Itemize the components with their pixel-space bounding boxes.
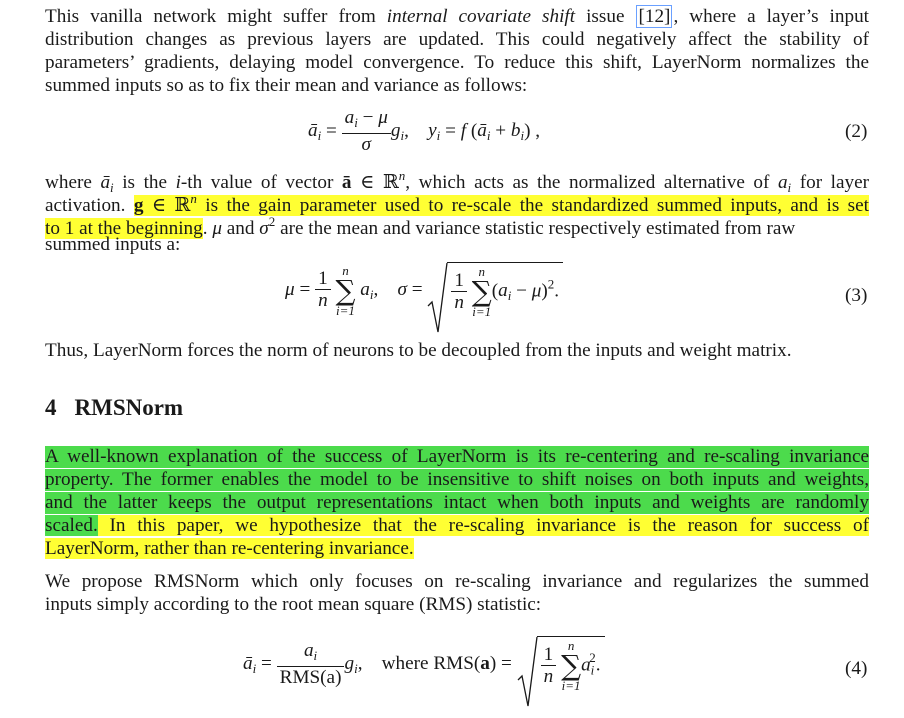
para1-line4: summed inputs so as to fix their mean and variance as follows: — [45, 75, 528, 96]
highlight-yellow: to 1 at the beginning — [45, 218, 203, 239]
para1-line3: parameters’ gradients, delaying model convergence. To reduce this shift, LayerNorm normalizes the — [45, 52, 869, 73]
text: and — [221, 218, 260, 239]
equation-number: (2) — [845, 121, 868, 142]
equation-number: (3) — [845, 285, 868, 306]
rms-denominator: RMS(a) — [279, 666, 342, 688]
text: , which acts as the normalized alternative of — [405, 172, 778, 193]
para4-line5 — [45, 538, 869, 560]
equation-4: $ā_i$ = $\frac{a_i}{\text{RMS(a)}}$ $g_i$, where RMS(a) = $\frac{1}{n}$ n ∑ i=1 $a_i^2$. — [243, 636, 605, 693]
section-title: RMSNorm — [74, 395, 184, 420]
highlight-yellow: In this paper, we hypothesize that the re-scaling invariance is the reason for success of — [97, 515, 869, 536]
text: . — [202, 218, 213, 239]
equation-3: μ = $\frac{1}{n}$ n ∑ i=1 $a_i$, σ = $\frac{1}{n}$ n ∑ i=1 $(a_i - \mu)^2$. — [285, 262, 563, 319]
para4-line2 — [45, 469, 869, 491]
para4-line4 — [45, 515, 869, 537]
para4-line1 — [45, 446, 869, 468]
text: for layer — [791, 172, 869, 193]
emphasis-term: internal covariate shift — [386, 6, 576, 27]
para2-line1: where $ā_i$ is the i-th value of vector ā ∈ ℝ$^n$, which acts as the normalized alternative of $a_i$ for layer — [45, 168, 869, 195]
citation-link[interactable]: [12] — [638, 6, 671, 27]
para5-line1: We propose RMSNorm which only focuses on re-scaling invariance and regularizes the summed — [45, 571, 869, 592]
text: This vanilla network might suffer from — [45, 6, 387, 27]
highlight-yellow: LayerNorm, rather than re-centering invariance. — [45, 538, 414, 559]
highlight-green: and the latter keeps the output representations intact when both inputs and weights are randomly — [45, 492, 869, 513]
para2-line3: to 1 at the beginning. μ and $\sigma^2$ are the mean and variance statistic respectively estimated from raw — [45, 214, 796, 239]
sqrt-sign: $\frac{1}{n}$ n ∑ i=1 $(a_i - \mu)^2$. — [427, 262, 563, 319]
equation-2: $ā_i$ = $\frac{a_i - \mu}{\sigma}$ $g_i$, $y_i = f$ $(ā_i + b_i)$ , — [308, 107, 541, 155]
section-heading — [45, 394, 183, 422]
equation-number: (4) — [845, 658, 868, 679]
highlight-green: property. The former enables the model to be insensitive to shift noises on both inputs and weights, — [45, 469, 869, 490]
para1-line2: distribution changes as previous layers are updated. This could negatively affect the stability of — [45, 29, 869, 50]
para3: Thus, LayerNorm forces the norm of neurons to be decoupled from the inputs and weight matrix. — [45, 340, 792, 361]
section-number: 4 — [45, 395, 57, 420]
text: is the — [113, 172, 176, 193]
para1-line1 — [45, 6, 869, 28]
text: -th value of vector — [180, 172, 342, 193]
highlight-green: A well-known explanation of the success of LayerNorm is its re-centering and re-scaling invariance — [45, 446, 869, 467]
para2-line4: summed inputs a: — [45, 234, 181, 255]
para5-line2: inputs simply according to the root mean square (RMS) statistic: — [45, 594, 542, 615]
text: where — [45, 172, 101, 193]
sqrt-sign: $\frac{1}{n}$ n ∑ i=1 $a_i^2$. — [517, 636, 605, 693]
text: are the mean and variance statistic respectively estimated from raw — [275, 218, 796, 239]
text: issue — [575, 6, 636, 27]
where-word: where — [381, 652, 429, 674]
para4-line3 — [45, 492, 869, 514]
highlight-yellow: g ∈ ℝ$^n$ is the gain parameter used to re-scale the standardized summed inputs, and is set — [133, 191, 869, 216]
text: activation. — [45, 195, 134, 216]
text: , where a layer’s input — [673, 6, 869, 27]
highlight-green: scaled. — [45, 515, 98, 536]
